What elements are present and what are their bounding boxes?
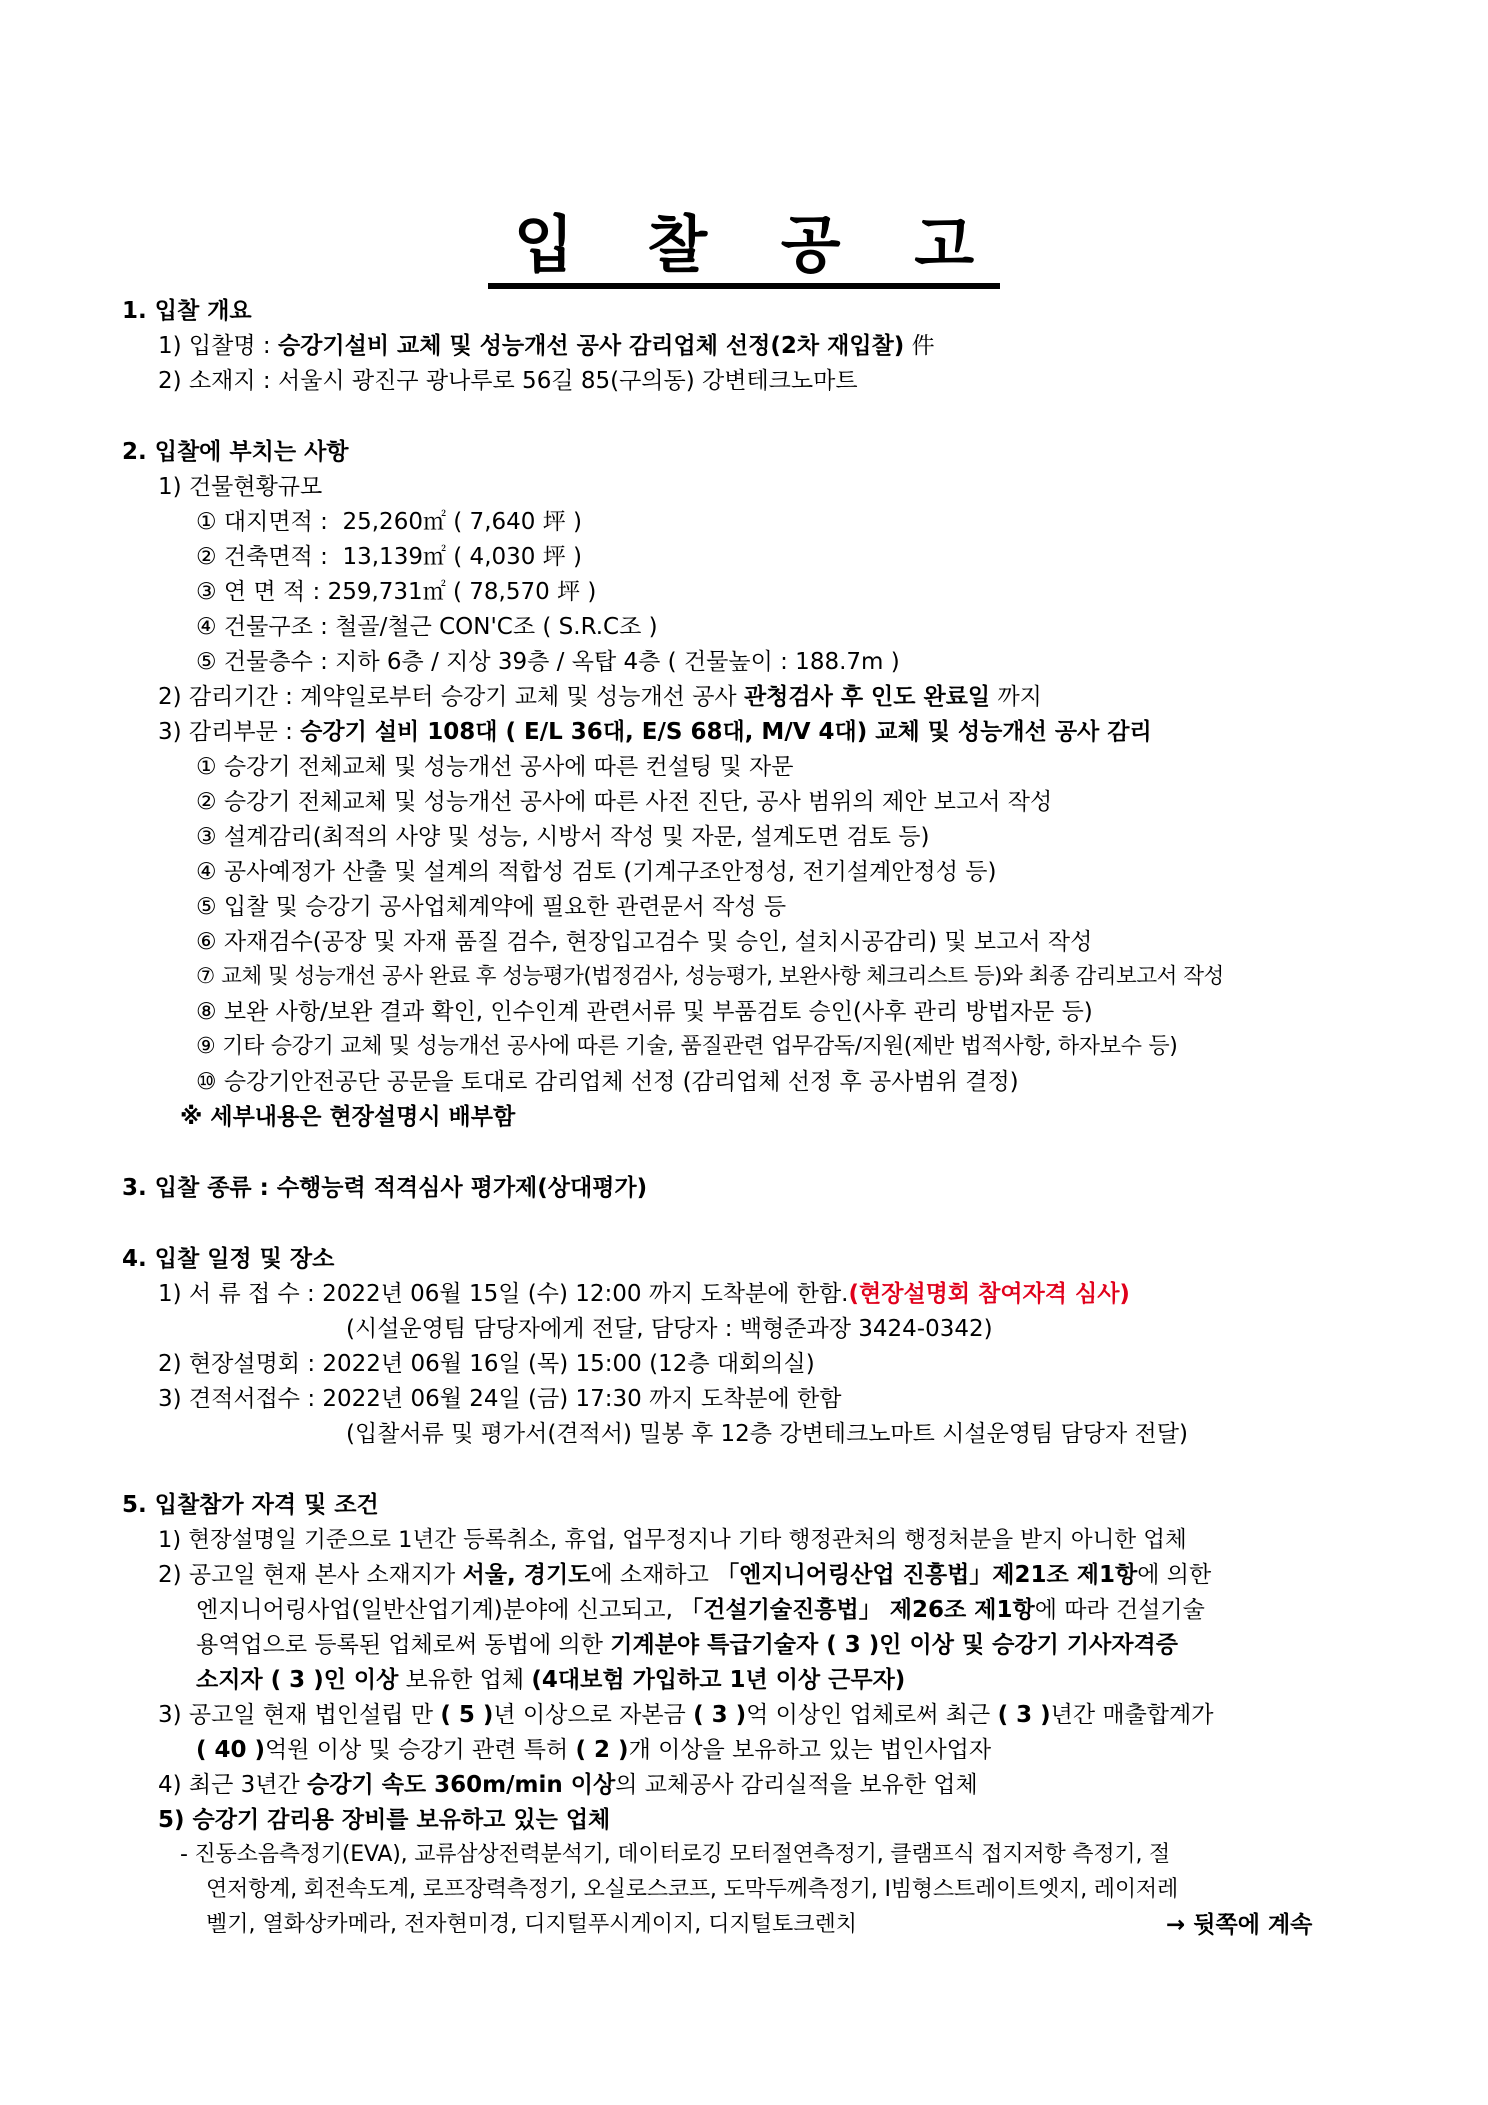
section-4-heading: 4. 입찰 일정 및 장소 [122, 1246, 335, 1272]
condition-2-cont: 용역업으로 등록된 업체로써 동법에 의한 기계분야 특급기술자 ( 3 )인 이상 및 승강기 기사자격증 [196, 1632, 1178, 1658]
scope-item: ⑧ 보완 사항/보완 결과 확인, 인수인계 관련서류 및 부품검토 승인(사후 관리 방법자문 등) [196, 999, 1093, 1025]
building-item: ③ 연 면 적 : 259,731㎡ ( 78,570 坪 ) [196, 579, 597, 605]
condition-4: 4) 최근 3년간 승강기 속도 360m/min 이상의 교체공사 감리실적을 보유한 업체 [158, 1772, 978, 1798]
document-submission-line: 1) 서 류 접 수 : 2022년 06월 15일 (수) 12:00 까지 도착분에 한함.(현장설명회 참여자격 심사) [158, 1281, 1130, 1307]
details-note: ※ 세부내용은 현장설명시 배부함 [180, 1104, 516, 1130]
section-1-heading: 1. 입찰 개요 [122, 298, 252, 324]
bid-name-line: 1) 입찰명 : 승강기설비 교체 및 성능개선 공사 감리업체 선정(2차 재입찰) 件 [158, 333, 935, 359]
document-submission-detail: (시설운영팀 담당자에게 전달, 담당자 : 백형준과장 3424-0342) [346, 1316, 993, 1342]
condition-3-cont: ( 40 )억원 이상 및 승강기 관련 특허 ( 2 )개 이상을 보유하고 있는 법인사업자 [196, 1737, 992, 1763]
section-2-heading: 2. 입찰에 부치는 사항 [122, 439, 349, 465]
location-line: 2) 소재지 : 서울시 광진구 광나루로 56길 85(구의동) 강변테크노마트 [158, 368, 858, 394]
quote-submission-detail: (입찰서류 및 평가서(견적서) 밀봉 후 12층 강변테크노마트 시설운영팀 담당자 전달) [346, 1421, 1188, 1447]
building-item: ⑤ 건물층수 : 지하 6층 / 지상 39층 / 옥탑 4층 ( 건물높이 : 188.7m ) [196, 649, 900, 675]
scope-item: ⑤ 입찰 및 승강기 공사업체계약에 필요한 관련문서 작성 등 [196, 894, 787, 920]
scope-item: ② 승강기 전체교체 및 성능개선 공사에 따른 사전 진단, 공사 범위의 제안 보고서 작성 [196, 789, 1053, 815]
condition-2: 2) 공고일 현재 본사 소재지가 서울, 경기도에 소재하고 「엔지니어링산업 진흥법」제21조 제1항에 의한 [158, 1562, 1212, 1588]
page-title: 입 찰 공 고 [0, 208, 1488, 289]
building-item: ④ 건물구조 : 철골/철근 CON'C조 ( S.R.C조 ) [196, 614, 658, 640]
quote-submission-line: 3) 견적서접수 : 2022년 06월 24일 (금) 17:30 까지 도착분에 한함 [158, 1386, 842, 1412]
building-scale-label: 1) 건물현황규모 [158, 474, 323, 500]
scope-item: ① 승강기 전체교체 및 성능개선 공사에 따른 컨설팅 및 자문 [196, 754, 794, 780]
equipment-list-line: 연저항계, 회전속도계, 로프장력측정기, 오실로스코프, 도막두께측정기, I빔형스트레이트엣지, 레이저레 [206, 1877, 1178, 1902]
equipment-list-line: 벨기, 열화상카메라, 전자현미경, 디지털푸시게이지, 디지털토크렌치 [206, 1912, 858, 1937]
condition-5: 5) 승강기 감리용 장비를 보유하고 있는 업체 [158, 1807, 611, 1833]
section-3-heading: 3. 입찰 종류 : 수행능력 적격심사 평가제(상대평가) [122, 1175, 648, 1201]
condition-2-cont: 소지자 ( 3 )인 이상 보유한 업체 (4대보험 가입하고 1년 이상 근무자) [196, 1667, 906, 1693]
scope-item: ⑨ 기타 승강기 교체 및 성능개선 공사에 따른 기술, 품질관련 업무감독/지원(제반 법적사항, 하자보수 등) [196, 1034, 1178, 1059]
supervision-scope-line: 3) 감리부문 : 승강기 설비 108대 ( E/L 36대, E/S 68대, M/V 4대) 교체 및 성능개선 공사 감리 [158, 719, 1152, 745]
condition-2-cont: 엔지니어링사업(일반산업기계)분야에 신고되고, 「건설기술진흥법」 제26조 제1항에 따라 건설기술 [196, 1597, 1205, 1623]
building-item: ① 대지면적 : 25,260㎡ ( 7,640 坪 ) [196, 509, 582, 535]
condition-3: 3) 공고일 현재 법인설립 만 ( 5 )년 이상으로 자본금 ( 3 )억 이상인 업체로써 최근 ( 3 )년간 매출합계가 [158, 1702, 1214, 1728]
scope-item: ③ 설계감리(최적의 사양 및 성능, 시방서 작성 및 자문, 설계도면 검토 등) [196, 824, 930, 850]
equipment-list-line: - 진동소음측정기(EVA), 교류삼상전력분석기, 데이터로깅 모터절연측정기, 클램프식 접지저항 측정기, 절 [180, 1842, 1171, 1867]
scope-item: ④ 공사예정가 산출 및 설계의 적합성 검토 (기계구조안정성, 전기설계안정성 등) [196, 859, 997, 885]
scope-item: ⑩ 승강기안전공단 공문을 토대로 감리업체 선정 (감리업체 선정 후 공사범위 결정) [196, 1069, 1019, 1095]
scope-item: ⑥ 자재검수(공장 및 자재 품질 검수, 현장입고검수 및 승인, 설치시공감리) 및 보고서 작성 [196, 929, 1093, 955]
supervision-period-line: 2) 감리기간 : 계약일로부터 승강기 교체 및 성능개선 공사 관청검사 후 인도 완료일 까지 [158, 684, 1042, 710]
condition-1: 1) 현장설명일 기준으로 1년간 등록취소, 휴업, 업무정지나 기타 행정관처의 행정처분을 받지 아니한 업체 [158, 1527, 1187, 1553]
building-item: ② 건축면적 : 13,139㎡ ( 4,030 坪 ) [196, 544, 582, 570]
continued-note: → 뒷쪽에 계속 [1166, 1912, 1313, 1938]
site-briefing-line: 2) 현장설명회 : 2022년 06월 16일 (목) 15:00 (12층 대회의실) [158, 1351, 815, 1377]
scope-item: ⑦ 교체 및 성능개선 공사 완료 후 성능평가(법정검사, 성능평가, 보완사항 체크리스트 등)와 최종 감리보고서 작성 [196, 964, 1224, 989]
section-5-heading: 5. 입찰참가 자격 및 조건 [122, 1492, 379, 1518]
